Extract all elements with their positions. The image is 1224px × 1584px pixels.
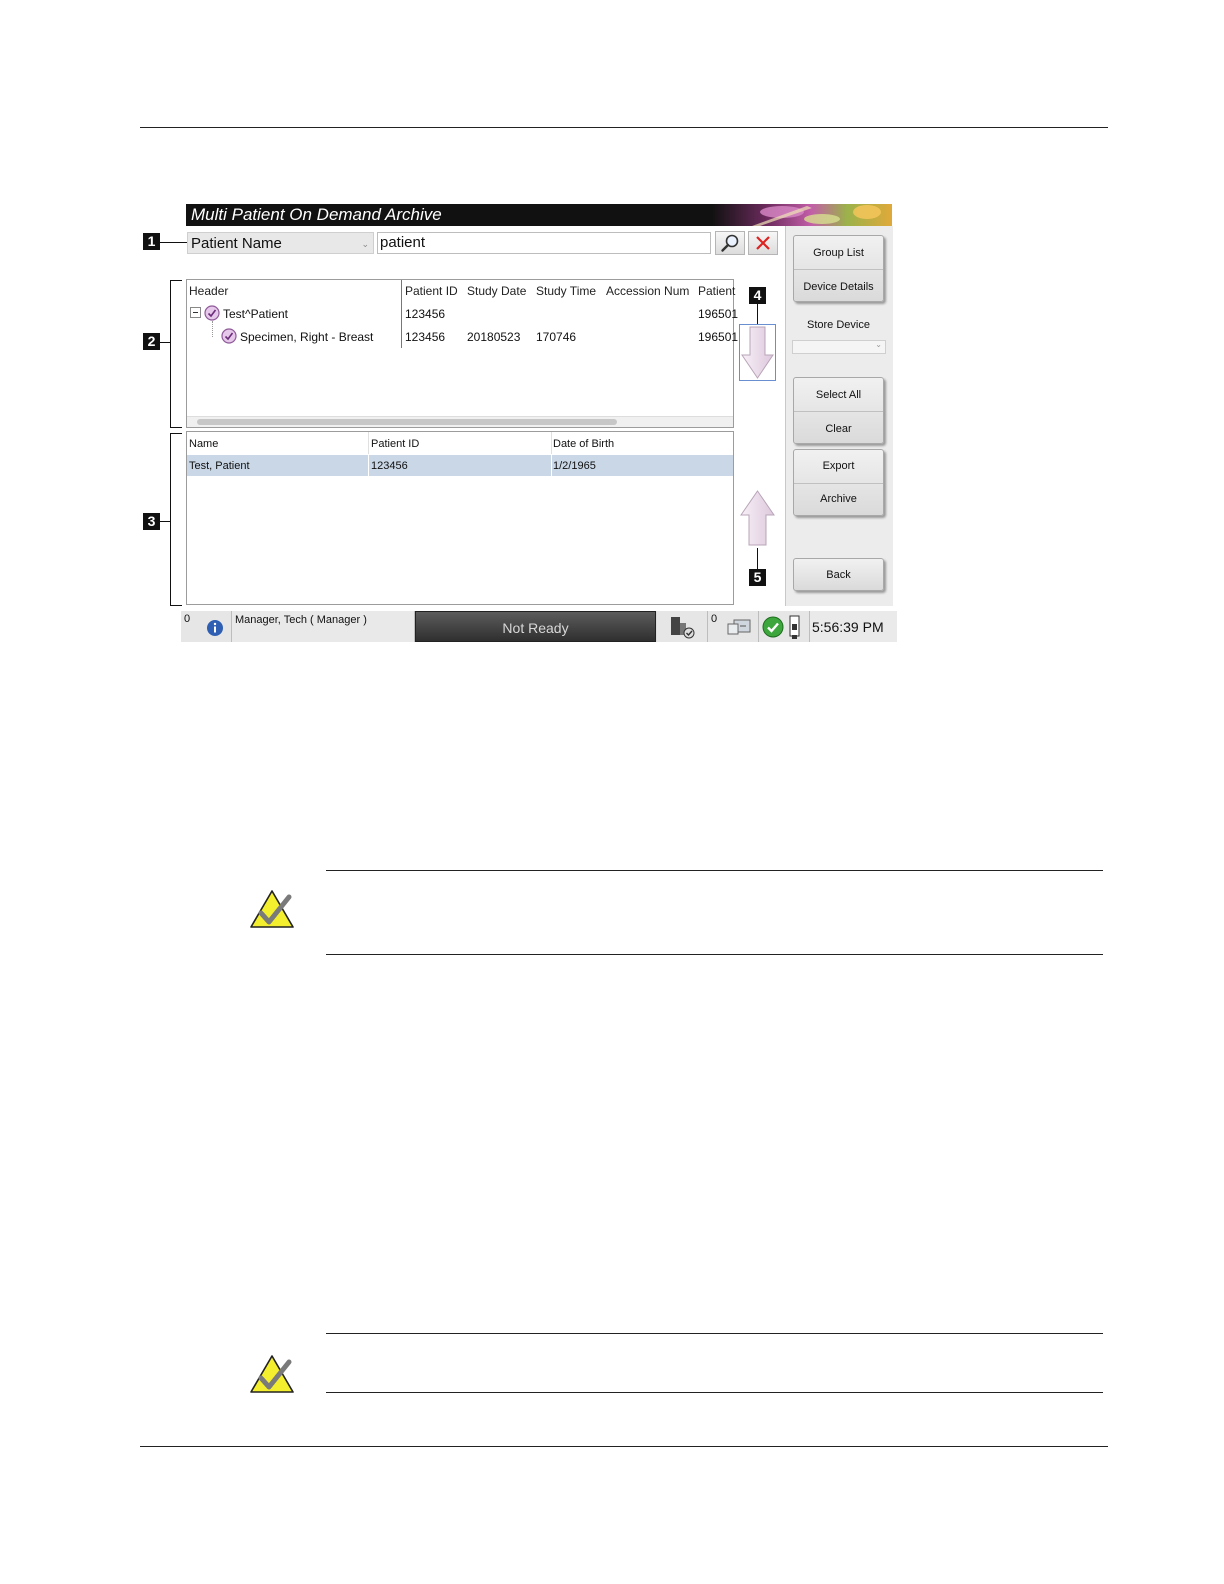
window-title: Multi Patient On Demand Archive [191, 205, 442, 224]
note-check-icon [249, 889, 295, 929]
group-list-device-details-group [793, 235, 884, 302]
export-button[interactable]: Export [822, 460, 855, 472]
chevron-down-icon: ⌄ [875, 340, 882, 349]
column-divider [368, 432, 369, 454]
note-1-top-rule [326, 870, 1103, 871]
callout-2-leader [160, 342, 170, 343]
select-clear-group [793, 377, 884, 444]
callout-2: 2 [143, 333, 160, 350]
column-header[interactable]: Name [189, 438, 219, 450]
queue-segment[interactable] [708, 611, 759, 642]
callout-3-leader [160, 521, 170, 522]
tree-connector [212, 321, 214, 337]
device-details-button[interactable]: Device Details [803, 281, 874, 293]
clear-search-button[interactable] [748, 231, 778, 255]
note-2-bottom-rule [326, 1392, 1103, 1393]
system-state-text: Not Ready [502, 620, 569, 636]
callout-3: 3 [143, 513, 160, 530]
current-user: Manager, Tech ( Manager ) [235, 614, 367, 626]
info-icon [206, 619, 224, 637]
back-button-label: Back [826, 569, 851, 581]
callout-2-bracket [170, 280, 182, 428]
selected-patients-list[interactable] [186, 431, 734, 605]
archive-button[interactable]: Archive [820, 493, 857, 505]
tree-cell: 123456 [405, 307, 446, 321]
callout-4-leader [757, 304, 758, 324]
tree-cell: 196501 [698, 330, 739, 344]
clock: 5:56:39 PM [812, 619, 884, 635]
tree-row-header[interactable]: Test^Patient [223, 307, 288, 321]
check-ok-icon [762, 616, 784, 638]
column-header[interactable]: Accession Num [606, 284, 690, 298]
column-header[interactable]: Patient ID [371, 438, 420, 450]
callout-3-bracket [170, 433, 182, 606]
store-device-select[interactable] [792, 340, 886, 354]
row-divider [368, 455, 369, 476]
study-tree-table[interactable] [186, 279, 739, 428]
network-transfer-icon [726, 617, 754, 637]
group-list-button[interactable]: Group List [813, 247, 864, 259]
column-divider [401, 280, 402, 348]
row-divider [551, 455, 552, 476]
search-field-value: Patient Name [191, 235, 282, 252]
check-circle-icon[interactable] [204, 305, 220, 321]
column-header[interactable]: Patient ID [405, 284, 458, 298]
back-button[interactable] [793, 558, 884, 591]
collapse-icon[interactable] [190, 307, 201, 318]
tree-cell: 196501 [698, 307, 739, 321]
callout-5-leader [757, 548, 758, 569]
export-archive-group [793, 449, 884, 516]
horizontal-scrollbar[interactable] [187, 416, 733, 427]
arrow-down-icon [740, 325, 775, 380]
column-header[interactable]: Date of Birth [553, 438, 615, 450]
status-bar [181, 611, 897, 642]
note-2-top-rule [326, 1333, 1103, 1334]
title-banner-image [712, 204, 892, 226]
column-header[interactable]: Study Date [467, 284, 527, 298]
scrollbar-thumb[interactable] [197, 419, 617, 425]
button-divider [794, 411, 883, 412]
close-icon [754, 234, 772, 252]
health-segment[interactable] [759, 611, 810, 642]
callout-4: 4 [749, 287, 766, 304]
column-header[interactable]: Header [189, 284, 229, 298]
search-field-select[interactable] [187, 232, 374, 254]
magnifier-icon [720, 233, 740, 253]
system-state[interactable] [415, 611, 656, 642]
chevron-down-icon: ⌄ [361, 239, 369, 249]
column-header[interactable]: Patient [698, 284, 736, 298]
clear-button[interactable]: Clear [825, 423, 852, 435]
page-bottom-rule [140, 1446, 1108, 1447]
tree-cell: 123456 [405, 330, 446, 344]
device-segment[interactable] [657, 611, 708, 642]
button-divider [794, 483, 883, 484]
window-title-bar [186, 204, 892, 226]
right-count: 0 [711, 613, 718, 625]
page-top-rule [140, 127, 1108, 128]
callout-5: 5 [749, 569, 766, 586]
patient-name-cell: Test, Patient [189, 460, 250, 472]
button-divider [794, 269, 883, 270]
column-header[interactable]: Study Time [536, 284, 597, 298]
add-to-list-button[interactable] [739, 324, 776, 381]
patient-id-cell: 123456 [371, 460, 408, 472]
search-input[interactable]: patient [377, 232, 711, 254]
callout-1-leader [160, 242, 187, 243]
check-circle-icon[interactable] [221, 328, 237, 344]
search-button[interactable] [715, 231, 745, 255]
clock-segment [810, 611, 897, 642]
tree-cell: 20180523 [467, 330, 521, 344]
user-segment [232, 611, 415, 642]
left-count: 0 [184, 613, 191, 625]
system-lock-icon [787, 614, 803, 640]
note-1-bottom-rule [326, 954, 1103, 955]
tree-cell: 170746 [536, 330, 577, 344]
callout-1: 1 [143, 233, 160, 250]
device-status-icon [669, 615, 697, 639]
table-row[interactable] [187, 455, 733, 476]
remove-from-list-button[interactable] [739, 489, 776, 547]
tree-row-header[interactable]: Specimen, Right - Breast [240, 330, 374, 344]
note-check-icon [249, 1354, 295, 1394]
store-device-label: Store Device [807, 319, 870, 331]
select-all-button[interactable]: Select All [815, 389, 862, 401]
info-segment[interactable] [181, 611, 232, 642]
arrow-up-icon [739, 489, 776, 547]
column-divider [551, 432, 552, 454]
dob-cell: 1/2/1965 [553, 460, 596, 472]
